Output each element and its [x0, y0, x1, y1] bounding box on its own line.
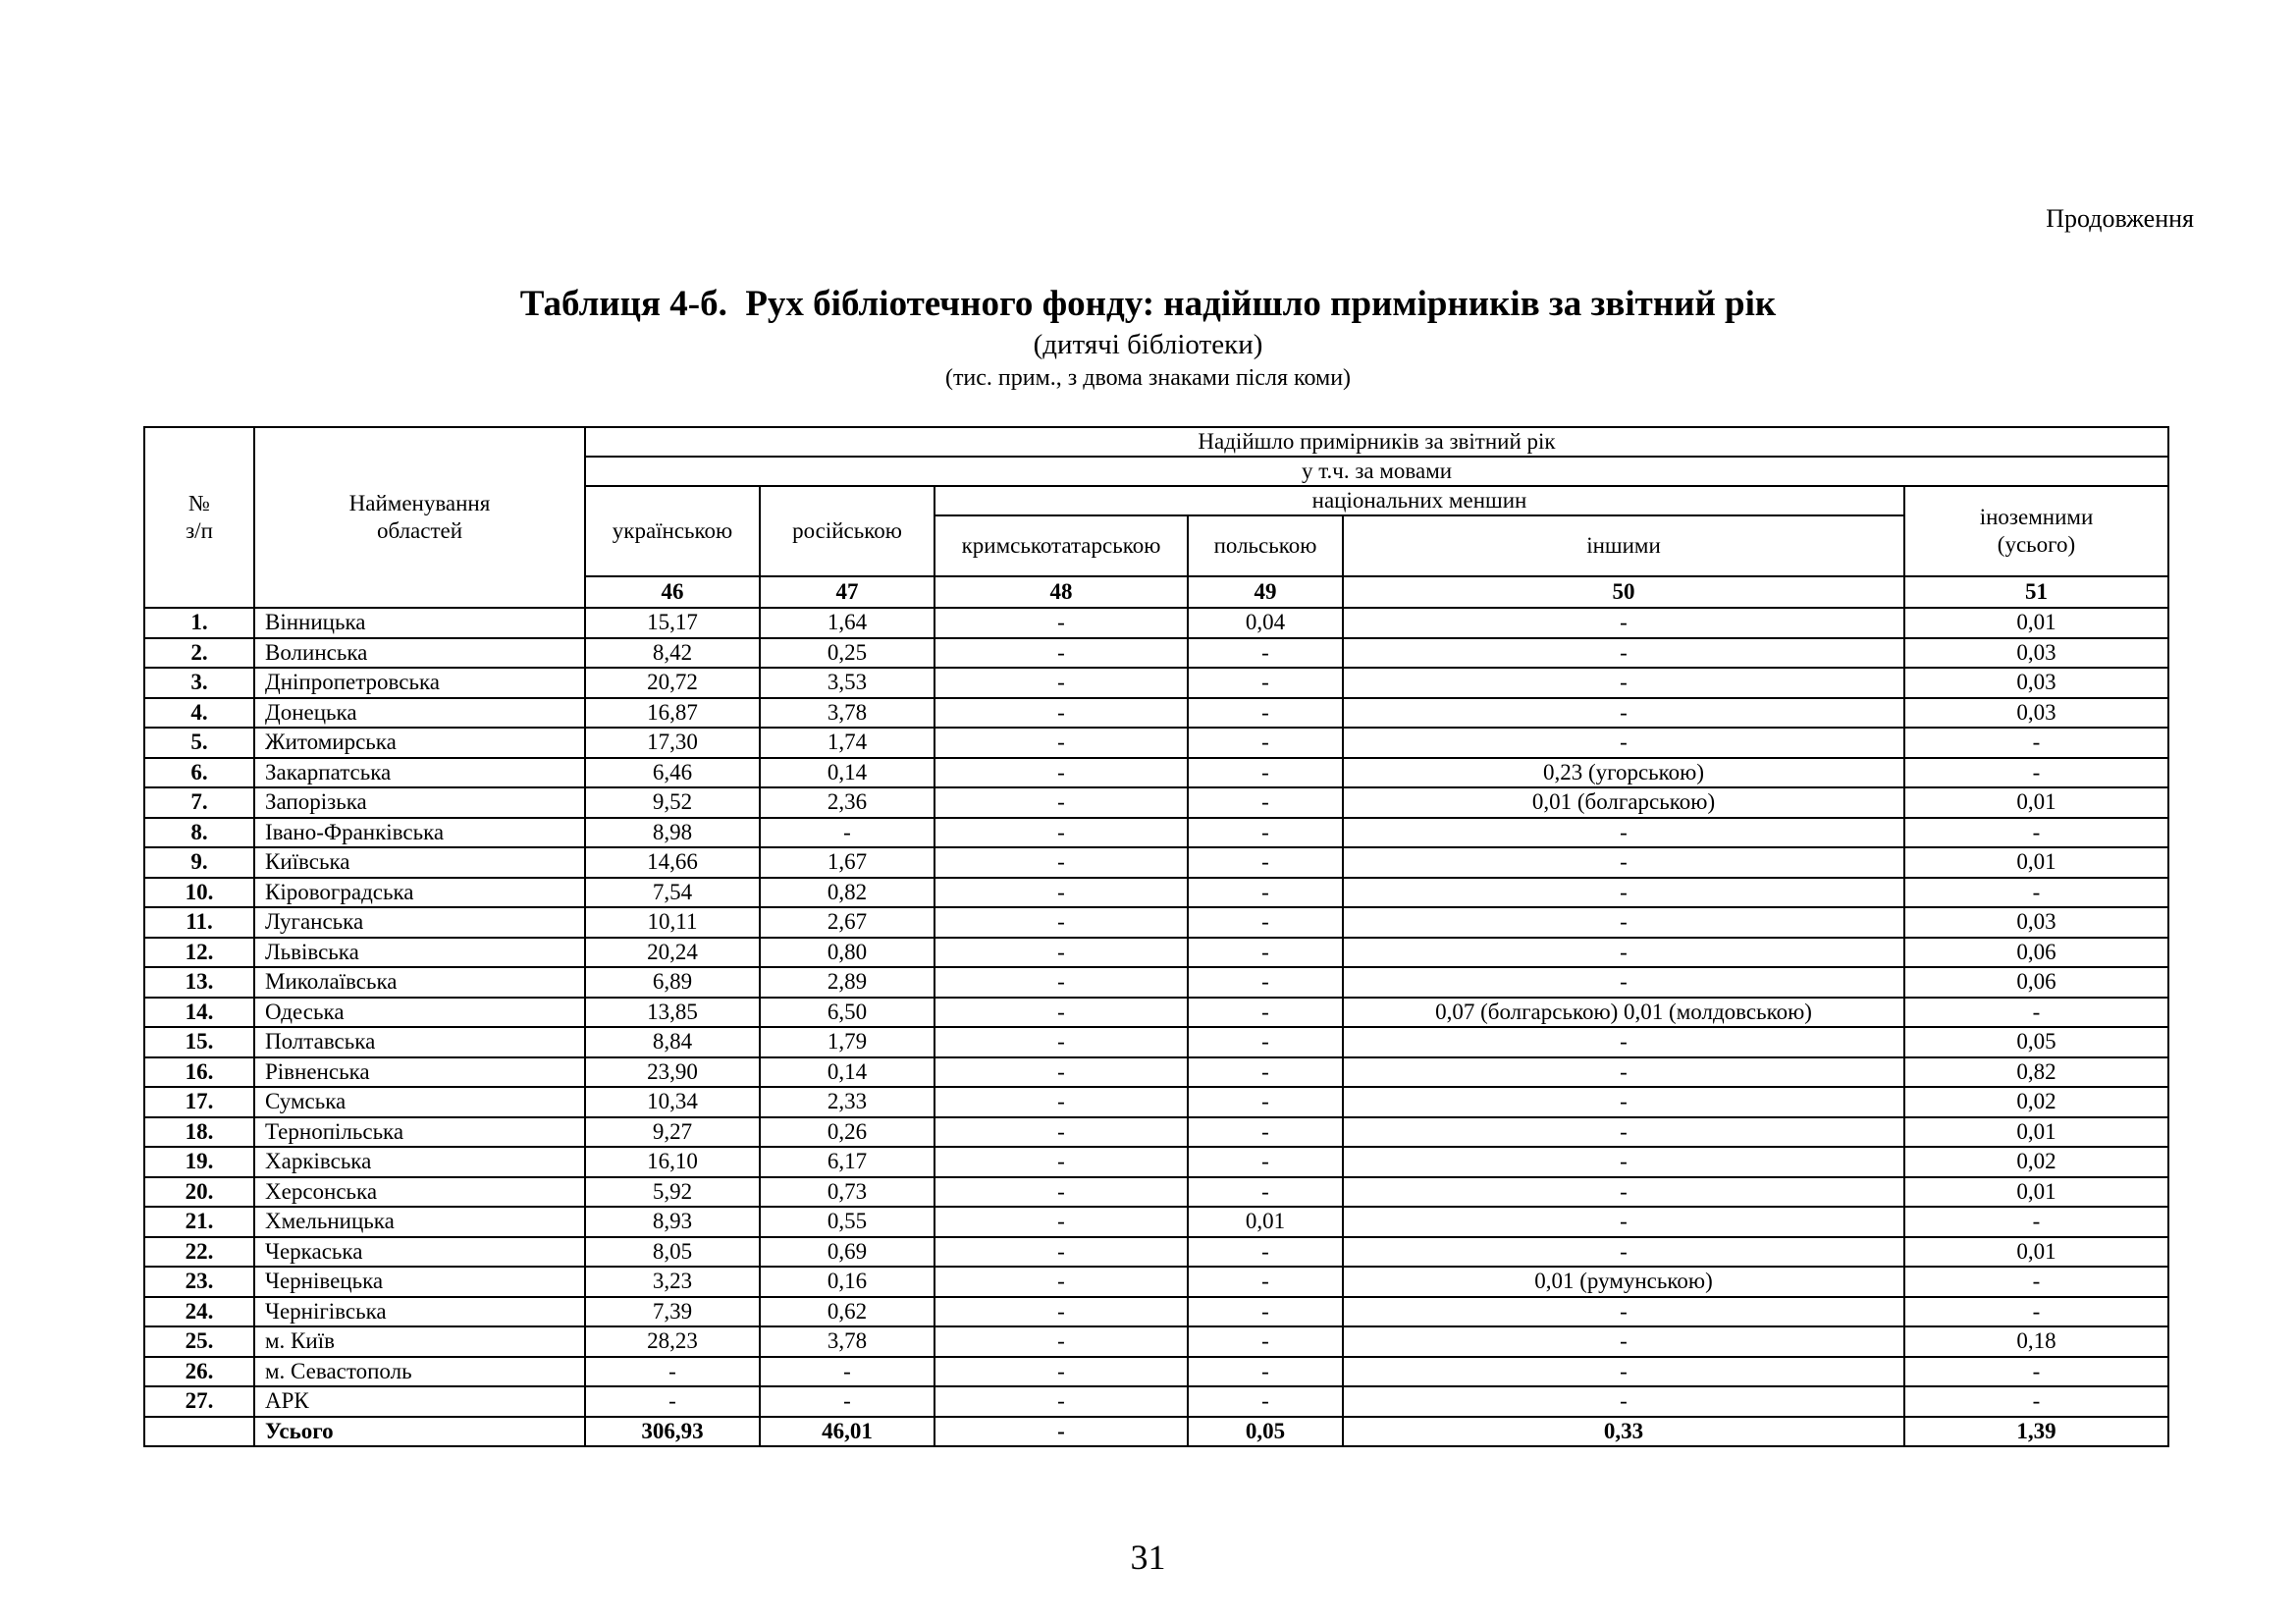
- cell-c46: 306,93: [585, 1417, 760, 1447]
- cell-c51: 1,39: [1904, 1417, 2168, 1447]
- table-row: [144, 1087, 2168, 1117]
- row-number: 9.: [144, 847, 254, 878]
- cell-c46: 15,17: [585, 608, 760, 638]
- header-others: іншими: [1343, 515, 1904, 576]
- cell-c50: -: [1343, 1237, 1904, 1268]
- region-name: Хмельницька: [254, 1207, 585, 1237]
- region-name: Запорізька: [254, 787, 585, 818]
- cell-c47: -: [760, 1386, 934, 1417]
- row-number: 2.: [144, 638, 254, 669]
- table-units: (тис. прим., з двома знаками після коми): [944, 365, 1352, 391]
- cell-c51: -: [1904, 818, 2168, 848]
- region-name: Усього: [254, 1417, 585, 1447]
- cell-c49: 0,05: [1188, 1417, 1343, 1447]
- table-title: Таблиця 4-б. Рух бібліотечного фонду: надійшло примірників за звітний рік: [519, 284, 1777, 324]
- region-name: Луганська: [254, 907, 585, 938]
- region-name: Закарпатська: [254, 758, 585, 788]
- header-minorities: національних меншин: [934, 486, 1904, 515]
- cell-c51: 0,02: [1904, 1147, 2168, 1177]
- cell-c49: -: [1188, 698, 1343, 729]
- region-name: Житомирська: [254, 728, 585, 758]
- row-number: 23.: [144, 1267, 254, 1297]
- cell-c49: -: [1188, 938, 1343, 968]
- cell-c48: -: [934, 1207, 1188, 1237]
- cell-c48: -: [934, 938, 1188, 968]
- row-number: 13.: [144, 967, 254, 998]
- cell-c49: -: [1188, 1027, 1343, 1057]
- cell-c51: 0,01: [1904, 1177, 2168, 1208]
- cell-c49: -: [1188, 1237, 1343, 1268]
- cell-c47: 2,36: [760, 787, 934, 818]
- cell-c46: 16,10: [585, 1147, 760, 1177]
- cell-c47: 1,79: [760, 1027, 934, 1057]
- cell-c48: -: [934, 907, 1188, 938]
- cell-c48: -: [934, 1027, 1188, 1057]
- cell-c46: 9,52: [585, 787, 760, 818]
- cell-c50: -: [1343, 1297, 1904, 1327]
- table-row: [144, 758, 2168, 788]
- row-number: 20.: [144, 1177, 254, 1208]
- cell-c50: -: [1343, 938, 1904, 968]
- row-number: 11.: [144, 907, 254, 938]
- cell-c51: 0,01: [1904, 1237, 2168, 1268]
- cell-c46: 8,84: [585, 1027, 760, 1057]
- cell-c48: -: [934, 638, 1188, 669]
- cell-c51: 0,03: [1904, 638, 2168, 669]
- table-row: [144, 668, 2168, 698]
- cell-c50: -: [1343, 878, 1904, 908]
- cell-c49: -: [1188, 847, 1343, 878]
- cell-c48: -: [934, 1057, 1188, 1088]
- cell-c47: 0,69: [760, 1237, 934, 1268]
- cell-c51: -: [1904, 1267, 2168, 1297]
- title-block: [0, 283, 2296, 393]
- cell-c50: -: [1343, 608, 1904, 638]
- cell-c48: -: [934, 1087, 1188, 1117]
- cell-c46: -: [585, 1357, 760, 1387]
- row-number: 18.: [144, 1117, 254, 1148]
- cell-c49: -: [1188, 638, 1343, 669]
- cell-c48: -: [934, 878, 1188, 908]
- region-name: Вінницька: [254, 608, 585, 638]
- cell-c50: -: [1343, 1147, 1904, 1177]
- cell-c47: 3,78: [760, 1326, 934, 1357]
- cell-c48: -: [934, 728, 1188, 758]
- row-number: 14.: [144, 998, 254, 1028]
- cell-c49: -: [1188, 998, 1343, 1028]
- cell-c47: 1,64: [760, 608, 934, 638]
- cell-c46: 5,92: [585, 1177, 760, 1208]
- cell-c50: -: [1343, 1386, 1904, 1417]
- cell-c50: 0,01 (болгарською): [1343, 787, 1904, 818]
- cell-c51: -: [1904, 998, 2168, 1028]
- cell-c47: 0,25: [760, 638, 934, 669]
- table-row: [144, 1207, 2168, 1237]
- table-row: [144, 787, 2168, 818]
- row-number: 19.: [144, 1147, 254, 1177]
- col-number: 50: [1343, 576, 1904, 608]
- row-number: 16.: [144, 1057, 254, 1088]
- cell-c51: 0,03: [1904, 668, 2168, 698]
- region-name: Миколаївська: [254, 967, 585, 998]
- cell-c49: -: [1188, 878, 1343, 908]
- cell-c51: -: [1904, 1386, 2168, 1417]
- row-number: 7.: [144, 787, 254, 818]
- region-name: Кіровоградська: [254, 878, 585, 908]
- cell-c48: -: [934, 818, 1188, 848]
- cell-c49: -: [1188, 818, 1343, 848]
- cell-c51: 0,18: [1904, 1326, 2168, 1357]
- cell-c48: -: [934, 787, 1188, 818]
- cell-c47: 0,16: [760, 1267, 934, 1297]
- cell-c47: 0,26: [760, 1117, 934, 1148]
- cell-c46: 13,85: [585, 998, 760, 1028]
- cell-c50: -: [1343, 728, 1904, 758]
- cell-c46: 17,30: [585, 728, 760, 758]
- total-row: [144, 1417, 2168, 1447]
- cell-c49: -: [1188, 758, 1343, 788]
- region-name: Дніпропетровська: [254, 668, 585, 698]
- region-name: Тернопільська: [254, 1117, 585, 1148]
- cell-c48: -: [934, 758, 1188, 788]
- cell-c46: 28,23: [585, 1326, 760, 1357]
- region-name: Херсонська: [254, 1177, 585, 1208]
- cell-c47: 3,53: [760, 668, 934, 698]
- cell-c48: -: [934, 1417, 1188, 1447]
- cell-c47: 1,74: [760, 728, 934, 758]
- cell-c47: -: [760, 1357, 934, 1387]
- header-by-languages: у т.ч. за мовами: [585, 457, 2168, 486]
- cell-c50: 0,33: [1343, 1417, 1904, 1447]
- cell-c47: 2,67: [760, 907, 934, 938]
- cell-c48: -: [934, 847, 1188, 878]
- col-number: 48: [934, 576, 1188, 608]
- cell-c47: 6,17: [760, 1147, 934, 1177]
- cell-c49: -: [1188, 1386, 1343, 1417]
- cell-c49: -: [1188, 967, 1343, 998]
- cell-c51: -: [1904, 878, 2168, 908]
- cell-c48: -: [934, 1297, 1188, 1327]
- cell-c49: -: [1188, 1087, 1343, 1117]
- cell-c47: 1,67: [760, 847, 934, 878]
- header-crimean-tatar: кримськотатарською: [934, 515, 1188, 576]
- cell-c51: -: [1904, 758, 2168, 788]
- cell-c47: 46,01: [760, 1417, 934, 1447]
- cell-c47: 0,55: [760, 1207, 934, 1237]
- header-name: Найменування областей: [254, 427, 585, 608]
- cell-c50: -: [1343, 1087, 1904, 1117]
- cell-c51: 0,01: [1904, 787, 2168, 818]
- cell-c51: 0,82: [1904, 1057, 2168, 1088]
- cell-c46: 8,93: [585, 1207, 760, 1237]
- row-number: 6.: [144, 758, 254, 788]
- table-row: [144, 878, 2168, 908]
- row-number: 15.: [144, 1027, 254, 1057]
- region-name: Івано-Франківська: [254, 818, 585, 848]
- table-row: [144, 1057, 2168, 1088]
- row-number: 17.: [144, 1087, 254, 1117]
- cell-c49: -: [1188, 1326, 1343, 1357]
- table-row: [144, 1147, 2168, 1177]
- cell-c49: -: [1188, 1297, 1343, 1327]
- table-row: [144, 698, 2168, 729]
- cell-c51: 0,06: [1904, 967, 2168, 998]
- cell-c51: 0,03: [1904, 907, 2168, 938]
- table-row: [144, 1297, 2168, 1327]
- cell-c48: -: [934, 1177, 1188, 1208]
- cell-c51: -: [1904, 1297, 2168, 1327]
- row-number: 21.: [144, 1207, 254, 1237]
- row-number: 10.: [144, 878, 254, 908]
- table-row: [144, 967, 2168, 998]
- cell-c46: -: [585, 1386, 760, 1417]
- row-number: 27.: [144, 1386, 254, 1417]
- region-name: Черкаська: [254, 1237, 585, 1268]
- region-name: Волинська: [254, 638, 585, 669]
- cell-c47: 0,82: [760, 878, 934, 908]
- region-name: м. Київ: [254, 1326, 585, 1357]
- cell-c48: -: [934, 1237, 1188, 1268]
- cell-c50: -: [1343, 818, 1904, 848]
- cell-c46: 20,72: [585, 668, 760, 698]
- cell-c46: 3,23: [585, 1267, 760, 1297]
- table-subtitle: (дитячі бібліотеки): [1033, 329, 1263, 360]
- cell-c48: -: [934, 1357, 1188, 1387]
- cell-c47: 0,14: [760, 1057, 934, 1088]
- cell-c51: 0,03: [1904, 698, 2168, 729]
- cell-c50: 0,23 (угорською): [1343, 758, 1904, 788]
- region-name: Чернігівська: [254, 1297, 585, 1327]
- table-row: [144, 847, 2168, 878]
- cell-c46: 8,42: [585, 638, 760, 669]
- cell-c51: 0,01: [1904, 847, 2168, 878]
- continued-label: Продовження: [2046, 204, 2194, 233]
- row-number: [144, 1417, 254, 1447]
- row-number: 12.: [144, 938, 254, 968]
- region-name: Чернівецька: [254, 1267, 585, 1297]
- header-received: Надійшло примірників за звітний рік: [585, 427, 2168, 457]
- table-row: [144, 1267, 2168, 1297]
- cell-c50: -: [1343, 668, 1904, 698]
- region-name: Сумська: [254, 1087, 585, 1117]
- row-number: 26.: [144, 1357, 254, 1387]
- region-name: Харківська: [254, 1147, 585, 1177]
- cell-c47: 2,89: [760, 967, 934, 998]
- cell-c48: -: [934, 668, 1188, 698]
- header-num: № з/п: [144, 427, 254, 608]
- region-name: м. Севастополь: [254, 1357, 585, 1387]
- cell-c49: -: [1188, 1357, 1343, 1387]
- cell-c50: 0,01 (румунською): [1343, 1267, 1904, 1297]
- cell-c47: 3,78: [760, 698, 934, 729]
- table-row: [144, 1326, 2168, 1357]
- table-row: [144, 608, 2168, 638]
- page-number: 31: [1130, 1538, 1166, 1577]
- cell-c46: 6,46: [585, 758, 760, 788]
- table-row: [144, 1027, 2168, 1057]
- cell-c46: 7,39: [585, 1297, 760, 1327]
- cell-c49: -: [1188, 1057, 1343, 1088]
- header-foreign: іноземними (усього): [1904, 486, 2168, 576]
- cell-c47: -: [760, 818, 934, 848]
- row-number: 1.: [144, 608, 254, 638]
- cell-c50: -: [1343, 1117, 1904, 1148]
- cell-c49: -: [1188, 1267, 1343, 1297]
- cell-c49: 0,01: [1188, 1207, 1343, 1237]
- cell-c51: -: [1904, 728, 2168, 758]
- cell-c50: -: [1343, 1326, 1904, 1357]
- cell-c48: -: [934, 967, 1188, 998]
- cell-c48: -: [934, 1147, 1188, 1177]
- cell-c47: 0,80: [760, 938, 934, 968]
- col-number: 51: [1904, 576, 2168, 608]
- cell-c46: 20,24: [585, 938, 760, 968]
- cell-c51: 0,02: [1904, 1087, 2168, 1117]
- cell-c50: -: [1343, 1027, 1904, 1057]
- cell-c48: -: [934, 608, 1188, 638]
- cell-c51: 0,01: [1904, 1117, 2168, 1148]
- col-number: 46: [585, 576, 760, 608]
- cell-c48: -: [934, 1117, 1188, 1148]
- header-row-1: [144, 427, 2168, 457]
- region-name: Рівненська: [254, 1057, 585, 1088]
- cell-c46: 10,11: [585, 907, 760, 938]
- row-number: 4.: [144, 698, 254, 729]
- cell-c47: 6,50: [760, 998, 934, 1028]
- cell-c51: 0,06: [1904, 938, 2168, 968]
- header-russian: російською: [760, 486, 934, 576]
- cell-c49: -: [1188, 1177, 1343, 1208]
- header-ukrainian: українською: [585, 486, 760, 576]
- cell-c50: -: [1343, 1207, 1904, 1237]
- table-row: [144, 728, 2168, 758]
- cell-c46: 10,34: [585, 1087, 760, 1117]
- cell-c46: 8,05: [585, 1237, 760, 1268]
- row-number: 25.: [144, 1326, 254, 1357]
- cell-c48: -: [934, 998, 1188, 1028]
- col-number: 47: [760, 576, 934, 608]
- table-row: [144, 638, 2168, 669]
- cell-c46: 9,27: [585, 1117, 760, 1148]
- cell-c51: -: [1904, 1207, 2168, 1237]
- table-row: [144, 998, 2168, 1028]
- header-polish: польською: [1188, 515, 1343, 576]
- cell-c49: -: [1188, 728, 1343, 758]
- cell-c50: -: [1343, 638, 1904, 669]
- cell-c46: 7,54: [585, 878, 760, 908]
- cell-c50: -: [1343, 907, 1904, 938]
- region-name: Львівська: [254, 938, 585, 968]
- cell-c49: -: [1188, 787, 1343, 818]
- cell-c46: 14,66: [585, 847, 760, 878]
- cell-c46: 8,98: [585, 818, 760, 848]
- region-name: Київська: [254, 847, 585, 878]
- cell-c47: 0,73: [760, 1177, 934, 1208]
- cell-c49: -: [1188, 907, 1343, 938]
- cell-c50: -: [1343, 1357, 1904, 1387]
- table-row: [144, 1237, 2168, 1268]
- row-number: 3.: [144, 668, 254, 698]
- cell-c49: -: [1188, 668, 1343, 698]
- cell-c48: -: [934, 698, 1188, 729]
- cell-c49: -: [1188, 1117, 1343, 1148]
- region-name: АРК: [254, 1386, 585, 1417]
- cell-c50: -: [1343, 698, 1904, 729]
- cell-c50: 0,07 (болгарською) 0,01 (молдовською): [1343, 998, 1904, 1028]
- cell-c47: 0,62: [760, 1297, 934, 1327]
- cell-c46: 6,89: [585, 967, 760, 998]
- cell-c51: 0,01: [1904, 608, 2168, 638]
- cell-c50: -: [1343, 967, 1904, 998]
- table-row: [144, 938, 2168, 968]
- cell-c50: -: [1343, 847, 1904, 878]
- table-row: [144, 907, 2168, 938]
- cell-c50: -: [1343, 1057, 1904, 1088]
- table-row: [144, 1386, 2168, 1417]
- table-row: [144, 1117, 2168, 1148]
- row-number: 22.: [144, 1237, 254, 1268]
- region-name: Полтавська: [254, 1027, 585, 1057]
- cell-c49: 0,04: [1188, 608, 1343, 638]
- region-name: Одеська: [254, 998, 585, 1028]
- cell-c48: -: [934, 1386, 1188, 1417]
- cell-c50: -: [1343, 1177, 1904, 1208]
- cell-c49: -: [1188, 1147, 1343, 1177]
- table-row: [144, 1357, 2168, 1387]
- cell-c51: 0,05: [1904, 1027, 2168, 1057]
- cell-c48: -: [934, 1326, 1188, 1357]
- cell-c46: 16,87: [585, 698, 760, 729]
- region-name: Донецька: [254, 698, 585, 729]
- table-row: [144, 1177, 2168, 1208]
- cell-c46: 23,90: [585, 1057, 760, 1088]
- row-number: 8.: [144, 818, 254, 848]
- table-row: [144, 818, 2168, 848]
- col-number: 49: [1188, 576, 1343, 608]
- row-number: 24.: [144, 1297, 254, 1327]
- cell-c47: 0,14: [760, 758, 934, 788]
- cell-c47: 2,33: [760, 1087, 934, 1117]
- row-number: 5.: [144, 728, 254, 758]
- cell-c48: -: [934, 1267, 1188, 1297]
- cell-c51: -: [1904, 1357, 2168, 1387]
- library-fund-table: [143, 426, 2169, 1447]
